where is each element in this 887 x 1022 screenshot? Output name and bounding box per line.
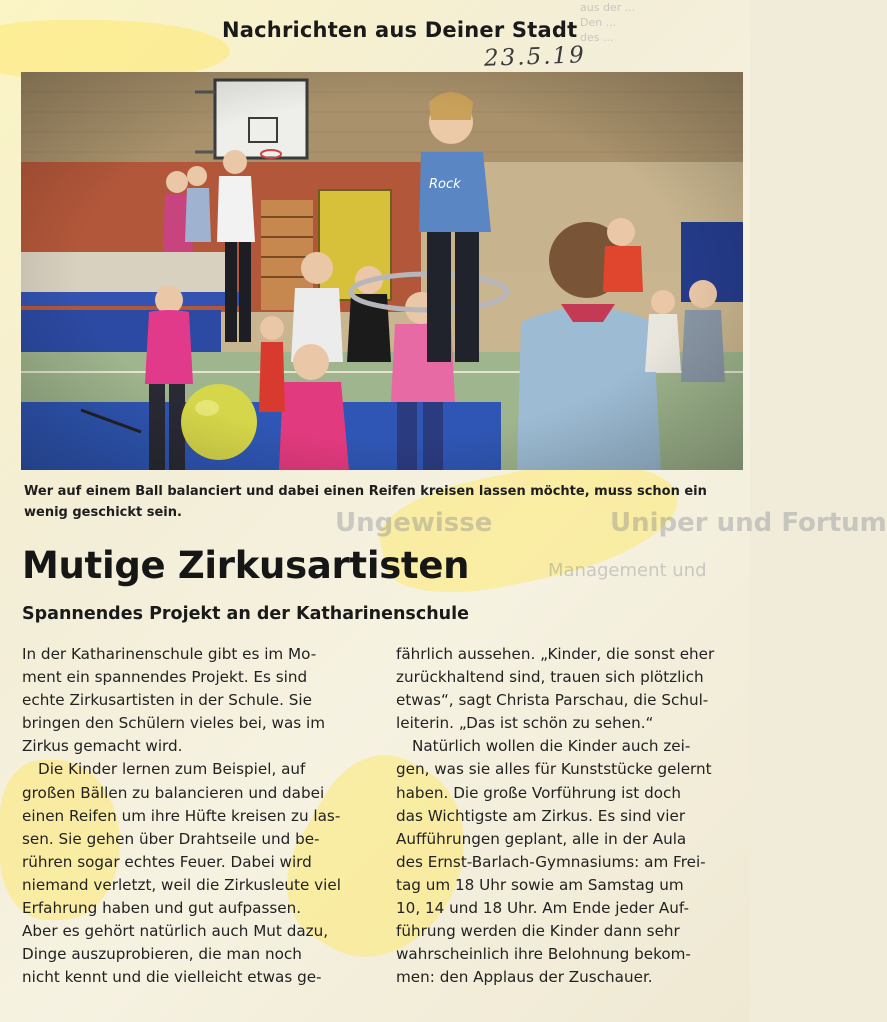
article-photo — [21, 72, 743, 470]
gym-scene-image — [21, 72, 743, 470]
text-line: bringen den Schülern vieles bei, was im — [22, 714, 326, 733]
text-line: Aufführungen geplant, alle in der Aula — [396, 829, 687, 848]
article-subheadline: Spannendes Projekt an der Katharinenschule — [22, 604, 470, 624]
text-line: Zirkus gemacht wird. — [22, 737, 183, 756]
text-line: Aber es gehört natürlich auch Mut dazu, — [22, 922, 329, 941]
text-line: großen Bällen zu balancieren und dabei — [22, 783, 325, 802]
caption-line: Wer auf einem Ball balanciert und dabei einen Reifen kreisen lassen möchte, muss schon ein — [24, 484, 707, 499]
text-line: leiterin. „Das ist schön zu sehen.“ — [396, 714, 654, 733]
text-line: echte Zirkusartisten in der Schule. Sie — [22, 691, 312, 710]
text-line: In der Katharinenschule gibt es im Mo- — [22, 645, 317, 663]
text-line: Erfahrung haben und gut aufpassen. — [22, 899, 302, 918]
text-line: sen. Sie gehen über Drahtseile und be- — [22, 829, 320, 848]
text-line: niemand verletzt, weil die Zirkusleute viel — [22, 875, 341, 894]
article-headline: Mutige Zirkusartisten — [22, 544, 470, 587]
shirt-print: Rock — [429, 177, 461, 192]
text-line: wahrscheinlich ihre Belohnung bekom- — [396, 945, 691, 964]
bleed-through-heading-prefix: Ungewisse — [335, 508, 493, 538]
handwritten-date: 23.5.19 — [483, 42, 587, 72]
text-line: Natürlich wollen die Kinder auch zei- — [412, 737, 691, 756]
bleed-through-top-right: aus der ... Den ... des ... — [580, 1, 636, 44]
text-line: Die Kinder lernen zum Beispiel, auf — [38, 760, 306, 779]
photo-caption — [24, 481, 744, 523]
text-line: nicht kennt und die vielleicht etwas ge- — [22, 968, 322, 987]
text-line: tag um 18 Uhr sowie am Samstag um — [396, 875, 684, 894]
text-line: ment ein spannendes Projekt. Es sind — [22, 668, 308, 687]
text-line: etwas“, sagt Christa Parschau, die Schul- — [396, 691, 709, 710]
text-line: das Wichtigste am Zirkus. Es sind vier — [396, 806, 686, 825]
article-column-right — [396, 643, 746, 989]
text-line: Dinge auszuprobieren, die man noch — [22, 945, 302, 964]
text-line: fährlich aussehen. „Kinder, die sonst eher — [396, 645, 715, 663]
text-line: rühren sogar echtes Feuer. Dabei wird — [22, 852, 312, 871]
text-line: führung werden die Kinder dann sehr — [396, 922, 680, 941]
bleed-through-sub: Management und — [548, 560, 707, 581]
section-title: Nachrichten aus Deiner Stadt — [222, 18, 578, 42]
bleed-through-heading: Uniper und Fortum — [610, 508, 887, 538]
text-line: 10, 14 und 18 Uhr. Am Ende jeder Auf- — [396, 899, 689, 918]
text-line: gen, was sie alles für Kunststücke gelernt — [396, 760, 712, 779]
text-line: zurückhaltend sind, trauen sich plötzlich — [396, 668, 704, 687]
text-line: einen Reifen um ihre Hüfte kreisen zu las- — [22, 806, 341, 825]
text-line: des Ernst-Barlach-Gymnasiums: am Frei- — [396, 852, 706, 871]
page-header — [0, 14, 750, 72]
article-column-left — [22, 643, 372, 989]
text-line: haben. Die große Vorführung ist doch — [396, 783, 681, 802]
text-line: men: den Applaus der Zuschauer. — [396, 968, 653, 987]
caption-line: wenig geschickt sein. — [24, 505, 182, 520]
